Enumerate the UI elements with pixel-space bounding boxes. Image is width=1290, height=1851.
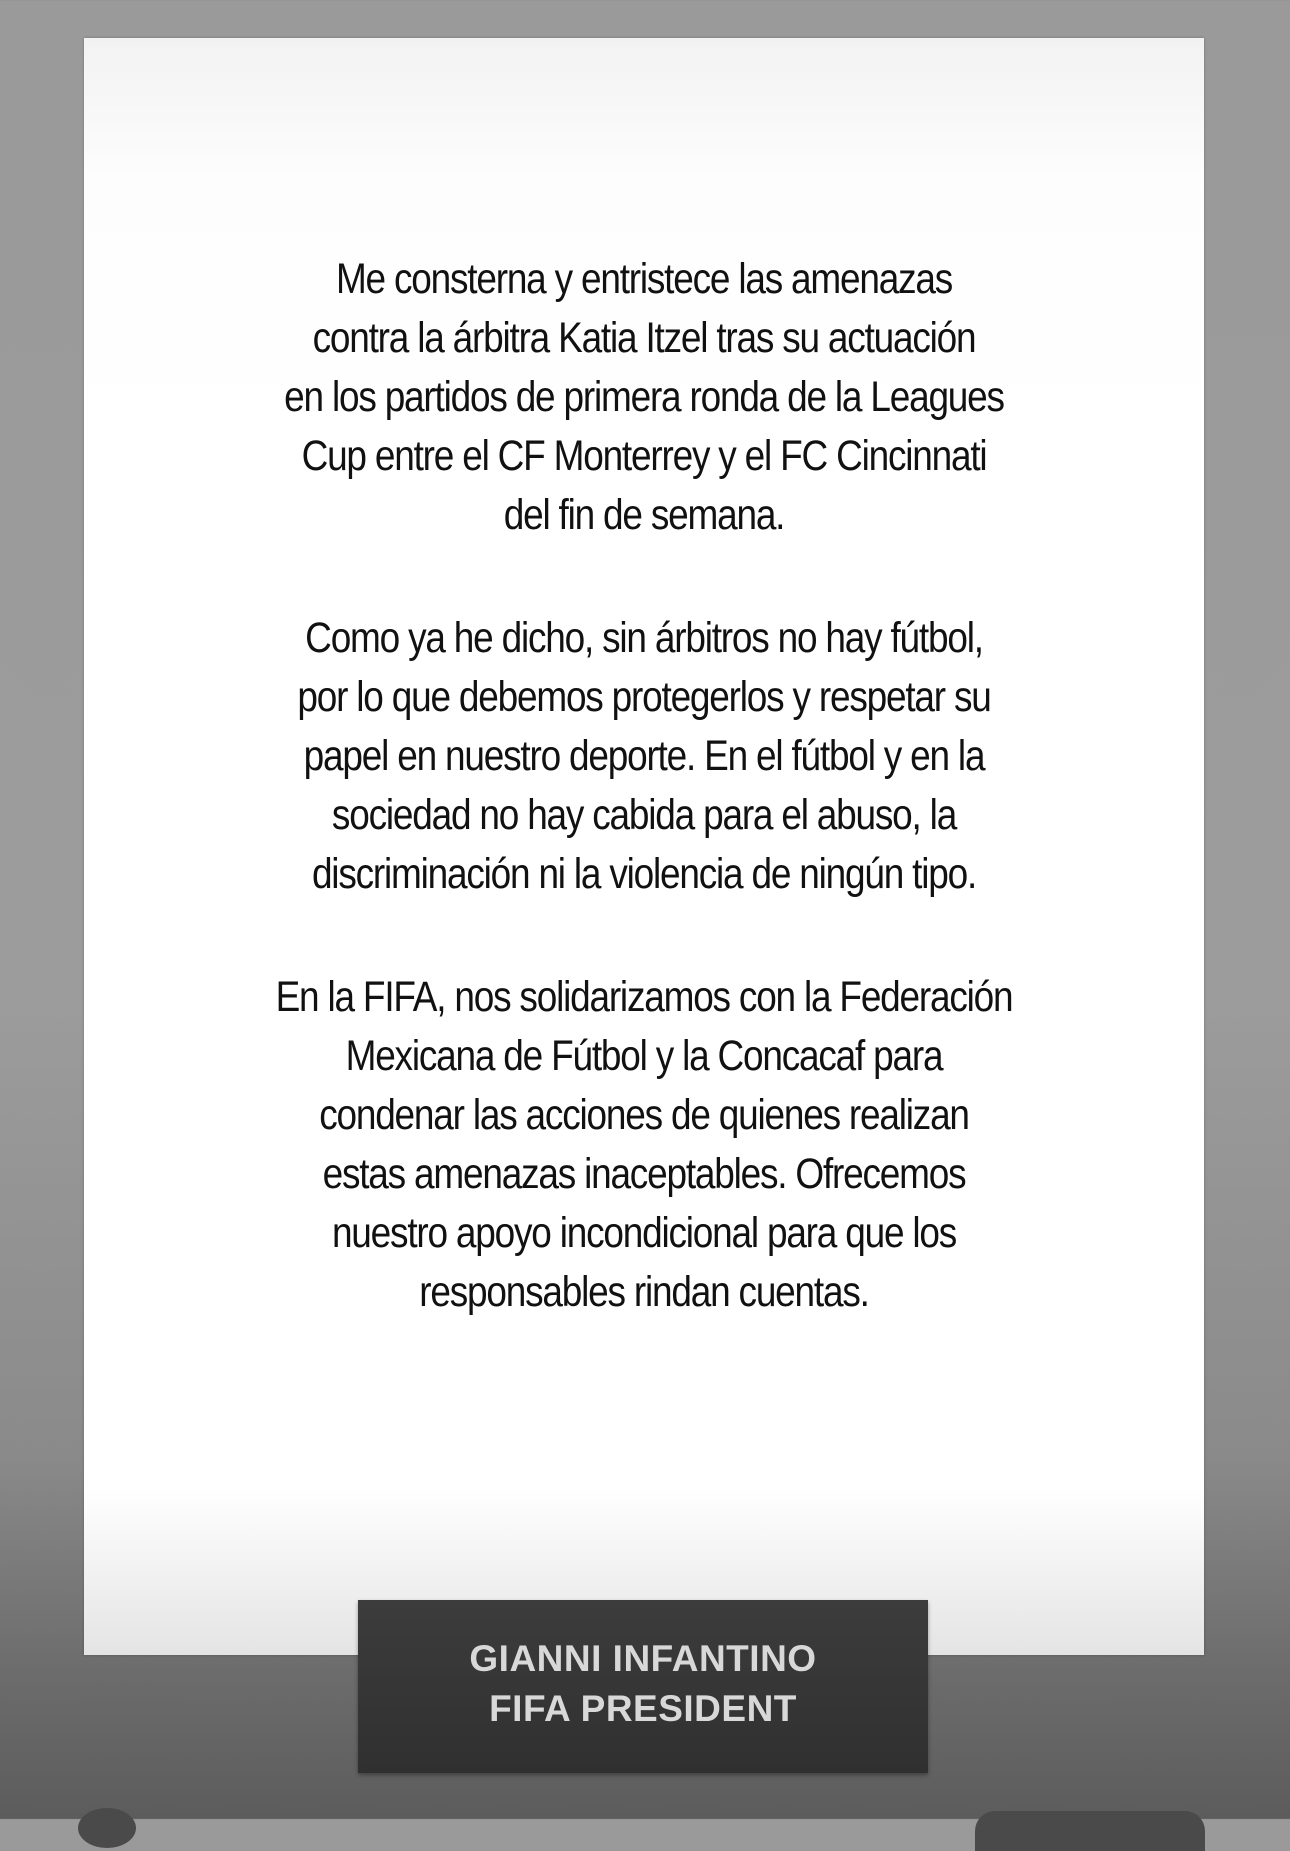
signature-block <box>358 1600 928 1773</box>
signature-title: FIFA PRESIDENT <box>489 1688 797 1729</box>
statement-line: discriminación ni la violencia de ningún tipo. <box>311 850 977 898</box>
statement-line: por lo que debemos protegerlos y respetar su <box>297 673 991 721</box>
statement-line: Cup entre el CF Monterrey y el FC Cincinnati <box>301 432 987 480</box>
statement-line: sociedad no hay cabida para el abuso, la <box>331 791 957 839</box>
statement-line: Como ya he dicho, sin árbitros no hay fútbol, <box>305 614 983 662</box>
signature-name: GIANNI INFANTINO <box>469 1638 817 1679</box>
bottom-right-overlay-control[interactable] <box>975 1811 1205 1851</box>
statement-line: Mexicana de Fútbol y la Concacaf para <box>345 1032 943 1080</box>
statement-line: condenar las acciones de quienes realizan <box>319 1091 969 1139</box>
statement-line: contra la árbitra Katia Itzel tras su actuación <box>312 314 976 362</box>
paragraph-3 <box>84 968 1204 1322</box>
statement-body <box>84 250 1204 1386</box>
statement-line: del fin de semana. <box>503 491 785 539</box>
paragraph-1 <box>84 250 1204 545</box>
statement-line: papel en nuestro deporte. En el fútbol y en la <box>303 732 985 780</box>
statement-line: Me consterna y entristece las amenazas <box>335 255 953 303</box>
statement-line: estas amenazas inaceptables. Ofrecemos <box>322 1150 966 1198</box>
statement-line: en los partidos de primera ronda de la Leagues <box>284 373 1004 421</box>
statement-line: En la FIFA, nos solidarizamos con la Federación <box>275 973 1013 1021</box>
statement-card <box>84 38 1204 1655</box>
statement-line: nuestro apoyo incondicional para que los <box>331 1209 957 1257</box>
statement-line: responsables rindan cuentas. <box>419 1268 869 1316</box>
paragraph-2 <box>84 609 1204 904</box>
bottom-left-overlay-control[interactable] <box>78 1808 136 1848</box>
